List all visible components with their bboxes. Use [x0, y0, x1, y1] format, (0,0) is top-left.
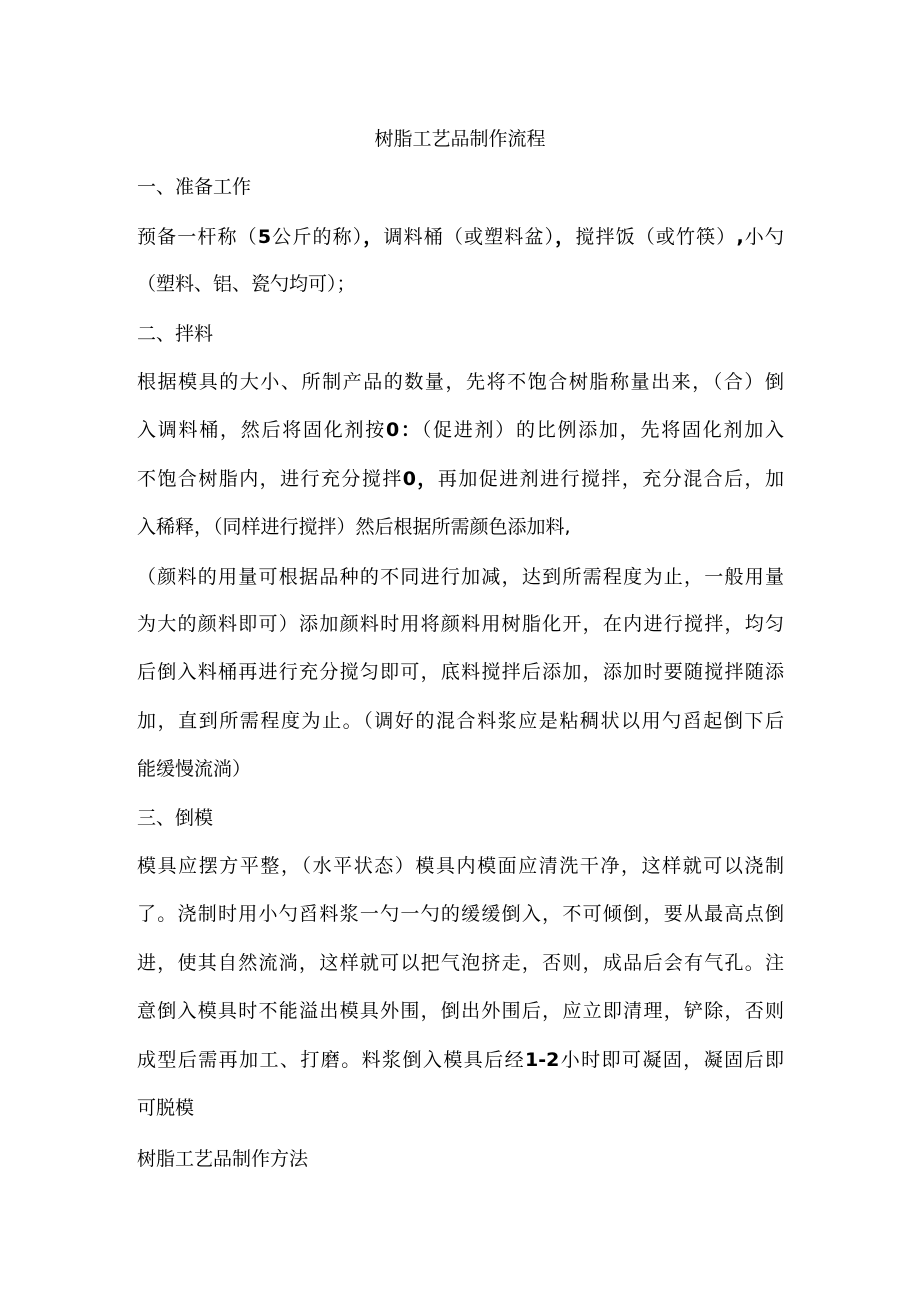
paragraph-line: （颜料的用量可根据品种的不同进行加减，达到所需程度为止，一般用量: [137, 566, 784, 588]
section-heading-molding: 三、倒模: [137, 807, 214, 829]
paragraph-line: 后倒入料桶再进行充分搅匀即可，底料搅拌后添加，添加时要随搅拌随添: [137, 661, 784, 683]
paragraph-line: 成型后需再加工、打磨。料浆倒入模具后经1-2小时即可凝固，凝固后即: [137, 1049, 784, 1071]
paragraph-line: 入调料桶，然后将固化剂按0：（促进剂）的比例添加，先将固化剂加入: [137, 419, 784, 441]
section-heading-mixing: 二、拌料: [137, 323, 214, 345]
paragraph-line: 为大的颜料即可）添加颜料时用将颜料用树脂化开，在内进行搅拌，均匀: [137, 613, 784, 635]
paragraph-line: 根据模具的大小、所制产品的数量，先将不饱合树脂称量出来，（合）倒: [137, 371, 784, 393]
section-heading-prepare: 一、准备工作: [137, 176, 252, 198]
paragraph-line: 预备一杆称（5公斤的称），调料桶（或塑料盆），搅拌饭（或竹筷）,小勺: [137, 226, 784, 248]
paragraph-line: 不饱合树脂内，进行充分搅拌0，再加促进剂进行搅拌，充分混合后，加: [137, 468, 784, 490]
paragraph-line: 加，直到所需程度为止。（调好的混合料浆应是粘稠状以用勺舀起倒下后: [137, 710, 784, 732]
paragraph-line: （塑料、铝、瓷勺均可）；: [137, 273, 356, 295]
paragraph-line: 意倒入模具时不能溢出模具外围，倒出外围后，应立即清理，铲除，否则: [137, 1000, 784, 1022]
paragraph-line: 了。浇制时用小勺舀料浆一勺一勺的缓缓倒入，不可倾倒，要从最高点倒: [137, 903, 784, 925]
paragraph-line: 可脱模: [137, 1097, 195, 1119]
paragraph-line: 模具应摆方平整，（水平状态）模具内模面应清洗干净，这样就可以浇制: [137, 855, 784, 877]
paragraph-line: 入稀释，（同样进行搅拌）然后根据所需颜色添加料,: [137, 516, 571, 538]
page-title: 树脂工艺品制作流程: [374, 128, 546, 150]
paragraph-line: 进，使其自然流淌，这样就可以把气泡挤走，否则，成品后会有气孔。注: [137, 952, 784, 974]
paragraph-line: 能缓慢流淌）: [137, 758, 252, 780]
section-heading-method: 树脂工艺品制作方法: [137, 1148, 309, 1170]
